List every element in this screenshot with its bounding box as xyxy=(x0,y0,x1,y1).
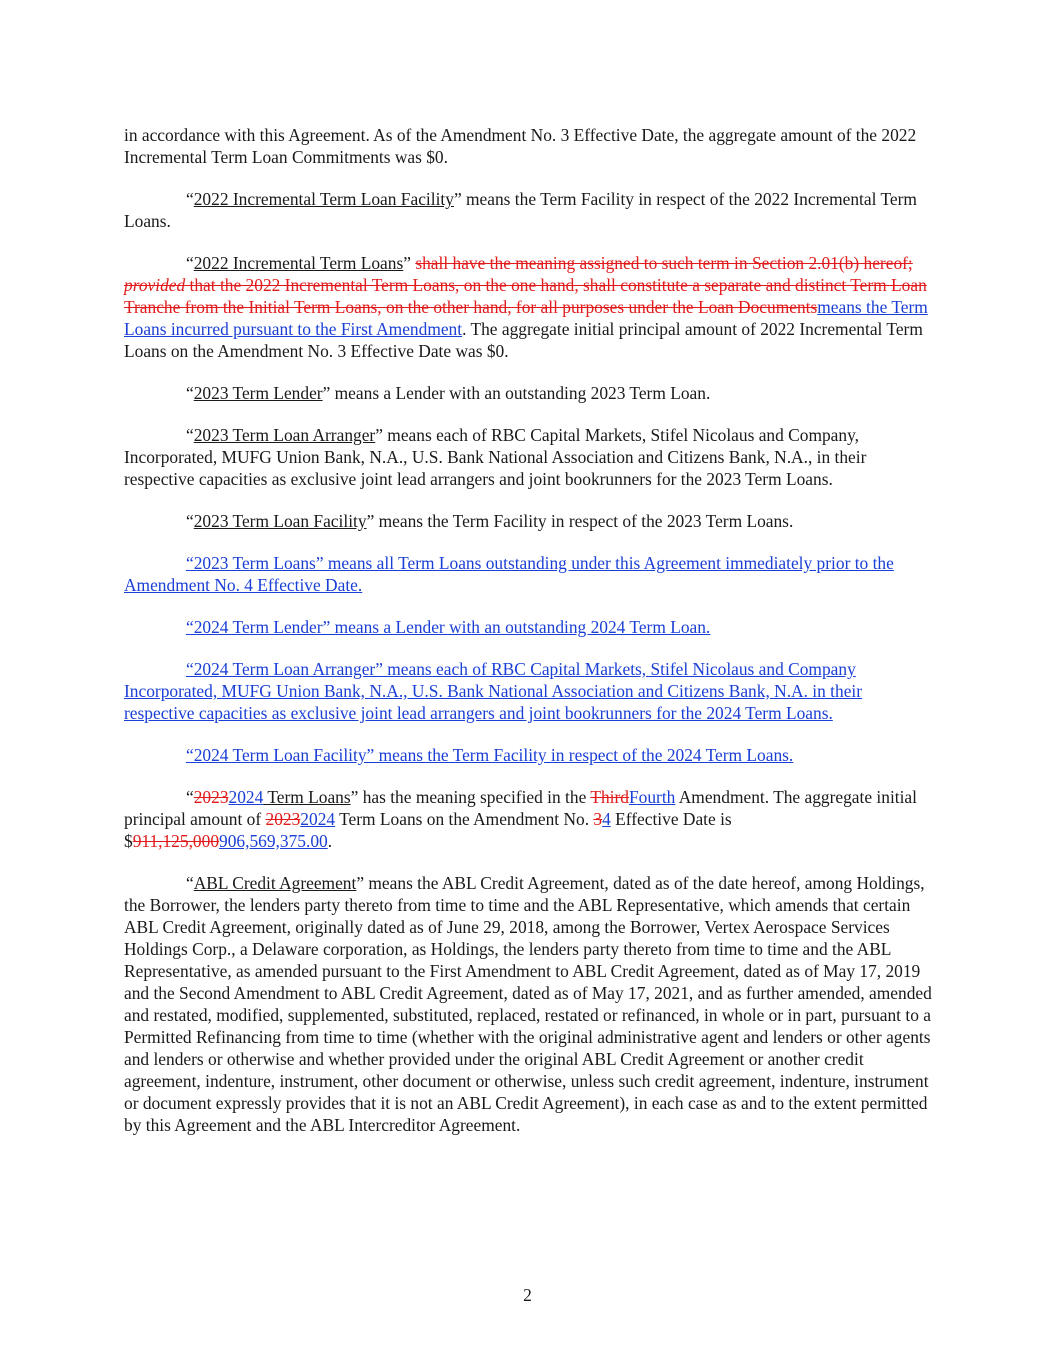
inserted-text: “2024 Term Loan Facility” means the Term Facility in respect of the 2024 Term Loans. xyxy=(186,745,794,765)
defined-term: ABL Credit Agreement xyxy=(193,873,357,893)
open-quote: “ xyxy=(186,511,194,531)
definition-text: ” means a Lender with an outstanding 2023 Term Loan. xyxy=(322,383,711,403)
deleted-text-year: 2023 xyxy=(193,787,229,807)
defined-term: 2023 Term Loan Arranger xyxy=(193,425,376,445)
deleted-text-ordinal: Third xyxy=(590,787,629,807)
defined-term: 2023 Term Loan Facility xyxy=(193,511,367,531)
definition-2023-term-loan-arranger xyxy=(124,424,932,490)
definition-2024-term-loans xyxy=(124,786,932,852)
defined-term: 2023 Term Lender xyxy=(193,383,323,403)
inserted-text: “2024 Term Loan Arranger” means each of RBC Capital Markets, Stifel Nicolaus and Company Incorporated, MUFG Union Bank, N.A., U.S. Bank National Association and Citizens Bank, N.A. in their respective capacities as exclusive joint lead arrangers and joint bookrunners for the 2024 Term Loans. xyxy=(124,659,863,723)
deleted-text-section-reference: Section 2.01(b) xyxy=(751,253,860,273)
deleted-text-amendment-number: 3 xyxy=(593,809,603,829)
open-quote: “ xyxy=(186,253,194,273)
open-quote: “ xyxy=(186,189,194,209)
definition-abl-credit-agreement xyxy=(124,872,932,1136)
definition-text: ” means the Term Facility in respect of the 2022 Incremental Term Loans. xyxy=(124,189,917,231)
inserted-text: “2023 Term Loans” means all Term Loans outstanding under this Agreement immediately prior to the Amendment No. 4 Effective Date. xyxy=(124,553,894,595)
definition-text: ” means the Term Facility in respect of the 2023 Term Loans. xyxy=(366,511,794,531)
inserted-text-amount: 906,569,375.00 xyxy=(219,831,328,851)
inserted-text: means the Term Loans incurred pursuant to the First Amendment xyxy=(124,297,928,339)
definition-text: ” has the meaning specified in the xyxy=(350,787,591,807)
defined-term: 2022 Incremental Term Loan Facility xyxy=(193,189,454,209)
inserted-text-ordinal: Fourth xyxy=(628,787,676,807)
deleted-text-amount: 911,125,000 xyxy=(132,831,220,851)
inserted-text-year: 2024 xyxy=(300,809,336,829)
definition-text: . xyxy=(327,831,333,851)
defined-term: 2022 Incremental Term Loans xyxy=(193,253,404,273)
deleted-text: hereof; xyxy=(859,253,913,273)
deleted-text-provided: provided xyxy=(124,275,186,295)
definition-2023-term-loan-facility xyxy=(124,510,932,532)
definition-2022-incremental-term-loans xyxy=(124,252,932,362)
paragraph-text: in accordance with this Agreement. As of the Amendment No. 3 Effective Date, the aggregate amount of the 2022 Incremental Term Loan Commitments was $0. xyxy=(124,125,917,167)
deleted-text: shall have the meaning assigned to such term in xyxy=(415,253,752,273)
definition-text: ” means the ABL Credit Agreement, dated as of the date hereof, among Holdings, the Borrower, the lenders party thereto from time to time and the ABL Representative, which amends that certain ABL Credit Agreement, originally dated as of June 29, 2018, among the Borrower, Vertex Aerospace Services Holdings Corp., a Delaware corporation, as Holdings, the lenders party thereto from time to time and the ABL Representative, as amended pursuant to the First Amendment to ABL Credit Agreement, dated as of May 17, 2019 and the Second Amendment to ABL Credit Agreement, dated as of May 17, 2021, and as further amended, amended and restated, modified, supplemented, substituted, replaced, restated or refinanced, in whole or in part, pursuant to a Permitted Refinancing from time to time (whether with the original administrative agent and lenders or other agents and lenders or otherwise and whether provided under the original ABL Credit Agreement or another credit agreement, indenture, instrument, other document or otherwise, unless such credit agreement, indenture, instrument or document expressly provides that it is not an ABL Credit Agreement), in each case as and to the extent permitted by this Agreement and the ABL Intercreditor Agreement. xyxy=(124,873,932,1135)
definition-text: Amendment. The aggregate initial principal amount of xyxy=(124,787,917,829)
open-quote: “ xyxy=(186,425,194,445)
definition-2022-incremental-term-loan-facility xyxy=(124,188,932,232)
open-quote: “ xyxy=(186,383,194,403)
open-quote: “ xyxy=(186,787,194,807)
inserted-definition-2024-term-lender xyxy=(124,616,932,638)
page-number: 2 xyxy=(523,1285,532,1305)
deleted-text: that the 2022 Incremental Term Loans, on the one hand, shall constitute a separate and distinct Term Loan Tranche from the Initial Term Loans, on the other hand, for all purposes under the Loan Documents xyxy=(124,275,927,317)
definition-text: . The aggregate initial principal amount of 2022 Incremental Term Loans on the Amendment No. 3 Effective Date was $0. xyxy=(124,319,923,361)
close-quote: ” xyxy=(403,253,416,273)
deleted-text-year: 2023 xyxy=(265,809,301,829)
defined-term: Term Loans xyxy=(263,787,351,807)
inserted-text: “2024 Term Lender” means a Lender with an outstanding 2024 Term Loan. xyxy=(186,617,711,637)
paragraph-continuation xyxy=(124,124,932,168)
definition-2023-term-lender xyxy=(124,382,932,404)
inserted-text-year: 2024 xyxy=(228,787,264,807)
page-body xyxy=(124,124,932,1156)
open-quote: “ xyxy=(186,873,194,893)
inserted-definition-2023-term-loans xyxy=(124,552,932,596)
definition-text: Term Loans on the Amendment No. xyxy=(335,809,594,829)
definition-text: ” means each of RBC Capital Markets, Stifel Nicolaus and Company, Incorporated, MUFG Union Bank, N.A., U.S. Bank National Association and Citizens Bank, N.A., in their respective capacities as exclusive joint lead arrangers and joint bookrunners for the 2023 Term Loans. xyxy=(124,425,867,489)
inserted-definition-2024-term-loan-facility xyxy=(124,744,932,766)
inserted-definition-2024-term-loan-arranger xyxy=(124,658,932,724)
definition-text: Effective Date is $ xyxy=(124,809,732,851)
inserted-text-amendment-number: 4 xyxy=(602,809,611,829)
